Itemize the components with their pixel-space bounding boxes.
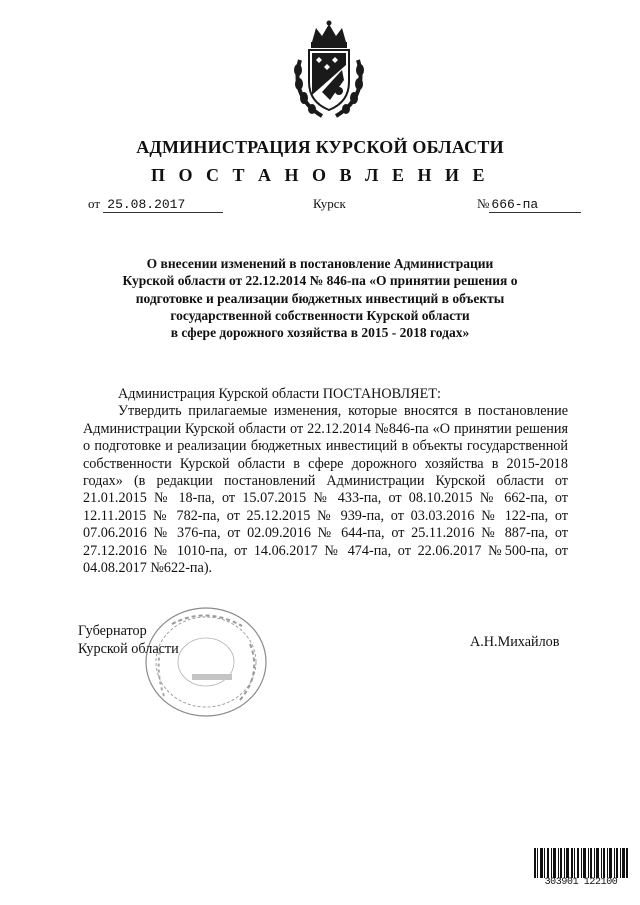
signatory-title-line: Курской области	[78, 641, 179, 657]
document-type: П О С Т А Н О В Л Е Н И Е	[151, 165, 489, 185]
subject-line: О внесении изменений в постановление Администрации	[146, 256, 494, 271]
body-lead: Администрация Курской области ПОСТАНОВЛЯЕТ:	[118, 386, 441, 402]
subject-line: государственной собственности Курской области	[170, 307, 470, 323]
date-prefix: от	[88, 196, 101, 211]
number-prefix: №	[477, 196, 490, 211]
date-value: 25.08.2017	[103, 197, 223, 213]
agency-title: АДМИНИСТРАЦИЯ КУРСКОЙ ОБЛАСТИ	[136, 137, 504, 157]
subject-line: подготовке и реализации бюджетных инвестиций в объекты	[135, 290, 505, 306]
document-subject	[80, 255, 560, 341]
subject-line: Курской области от 22.12.2014 № 846-па «О принятии решения о	[122, 273, 518, 289]
document-number	[477, 196, 581, 213]
document-body	[83, 386, 568, 577]
document-city: Курск	[313, 196, 346, 211]
signatory-title	[78, 622, 179, 658]
subject-line: в сфере дорожного хозяйства в 2015 - 2018 годах»	[170, 325, 470, 341]
signatory-title-line: Губернатор	[78, 623, 147, 639]
number-value: 666-па	[489, 197, 581, 213]
body-paragraph: Утвердить прилагаемые изменения, которые вносятся в постановление Администрации Курской области от 22.12.2014 №846-па «О принятии решения о подготовке и реализации бюджетных инвестиций в объекты государственной собственности Курской области в сфере дорожного хозяйства в 2015-2018 годах» (в редакции постановлений Администрации Курской области от 21.01.2015 № 18-па, от 15.07.2015 № 433-па, от 08.10.2015 № 662-па, от 12.11.2015 № 782-па, от 25.12.2015 № 939-па, от 03.03.2016 № 122-па, от 07.06.2016 № 376-па, от 02.09.2016 № 644-па, от 25.11.2016 № 887-па, от 27.12.2016 № 1010-па, от 14.06.2017 № 474-па, от 22.06.2017 №500-па, от 04.08.2017 №622-па).	[83, 403, 568, 577]
barcode-number: 303901 122100	[544, 877, 618, 888]
barcode-graphic	[534, 848, 628, 878]
document-date	[88, 196, 223, 213]
signatory-name: А.Н.Михайлов	[470, 634, 560, 650]
coat-of-arms-emblem	[292, 20, 366, 120]
